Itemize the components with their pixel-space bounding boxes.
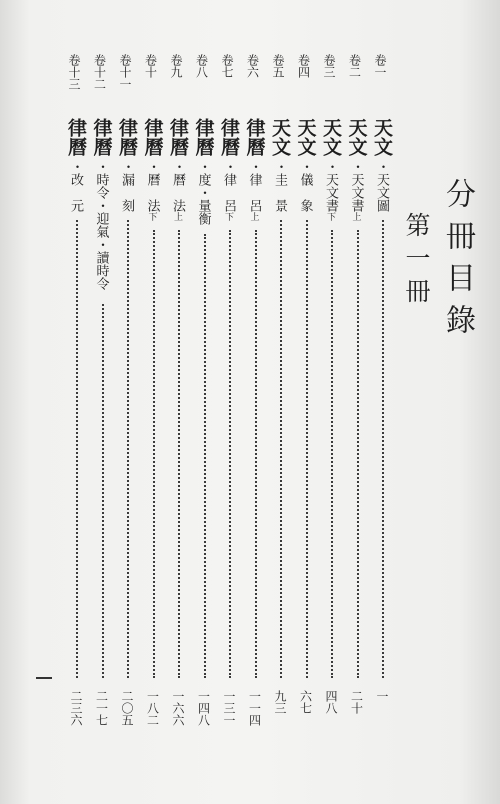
entry-volume-label: 卷九 [169,54,183,78]
entry-page-number: 四八 [324,690,338,714]
entry-volume-label: 卷十 [143,54,158,78]
entry-volume-label: 卷二 [347,54,362,78]
entry-category: 律曆 [90,118,113,156]
entry-category: 律曆 [192,118,215,156]
entry-note: 上 [172,212,182,221]
entry-category: 律曆 [167,118,189,156]
entry-leader-dots [382,220,384,678]
margin-mark [36,677,52,679]
entry-page-number: 一一四 [247,690,262,726]
entry-volume-label: 卷一 [373,54,387,78]
entry-note: 上 [350,212,361,221]
entry-title[interactable]: ・天文圖 [374,160,389,212]
entry-title[interactable]: ・度・量衡 [195,160,211,225]
entry-title[interactable]: ・儀 象 [297,160,313,212]
entry-page-number: 二三六 [69,690,83,726]
entry-page-number: 一八二 [145,690,160,726]
entry-category: 天文 [294,118,317,156]
entry-leader-dots [102,304,104,678]
entry-leader-dots [76,220,78,678]
entry-category: 律曆 [243,118,266,156]
entry-volume-label: 卷五 [271,54,285,78]
entry-volume-label: 卷十一 [118,54,132,90]
entry-page-number: 二十 [349,690,364,714]
entry-leader-dots [153,230,155,678]
entry-category: 天文 [345,118,368,156]
entry-leader-dots [357,230,359,678]
entry-category: 天文 [320,118,342,156]
entry-leader-dots [255,230,257,678]
entry-leader-dots [331,230,333,678]
entry-page-number: 六七 [298,690,313,714]
entry-volume-label: 卷七 [220,54,234,78]
entry-title[interactable]: ・律 呂下 [221,160,236,221]
entry-page-number: 一三一 [222,690,236,726]
entry-leader-dots [280,220,282,678]
entry-volume-label: 卷四 [296,54,311,78]
entry-note: 上 [248,212,259,221]
entry-page-number: 一 [375,690,389,702]
entry-title[interactable]: ・漏 刻 [119,160,134,212]
entry-title[interactable]: ・曆 法下 [144,160,160,221]
entry-title[interactable]: ・時令・迎氣・讀時令 [93,160,109,290]
volume-label: 第一冊 [402,212,431,311]
entry-leader-dots [229,230,231,678]
entry-title[interactable]: ・天文書下 [323,160,338,221]
entry-title[interactable]: ・曆 法上 [170,160,185,221]
entry-page-number: 一四八 [196,690,211,726]
entry-title[interactable]: ・圭 景 [272,160,287,212]
entry-category: 天文 [371,118,393,156]
entry-title[interactable]: ・天文書上 [348,160,364,221]
entry-note: 下 [325,212,335,221]
entry-note: 下 [223,212,233,221]
entry-category: 律曆 [65,118,87,156]
entry-leader-dots [204,234,206,678]
entry-page-number: 一六六 [171,690,185,726]
entry-leader-dots [127,220,129,678]
entry-volume-label: 卷八 [194,54,209,78]
entry-leader-dots [178,230,180,678]
entry-leader-dots [306,220,308,678]
entry-category: 律曆 [116,118,138,156]
entry-category: 律曆 [218,118,240,156]
toc-title: 分冊目錄 [440,178,475,346]
entry-page-number: 二〇五 [120,690,134,726]
entry-volume-label: 卷十二 [92,54,107,90]
entry-category: 律曆 [141,118,164,156]
entry-title[interactable]: ・改 元 [68,160,83,212]
entry-page-number: 二一七 [94,690,109,726]
entry-note: 下 [146,212,157,221]
entry-title[interactable]: ・律 呂上 [246,160,262,221]
entry-page-number: 九三 [273,690,287,714]
entry-volume-label: 卷六 [245,54,260,78]
entry-volume-label: 卷十三 [67,54,81,90]
entry-category: 天文 [269,118,291,156]
entry-volume-label: 卷三 [322,54,336,78]
